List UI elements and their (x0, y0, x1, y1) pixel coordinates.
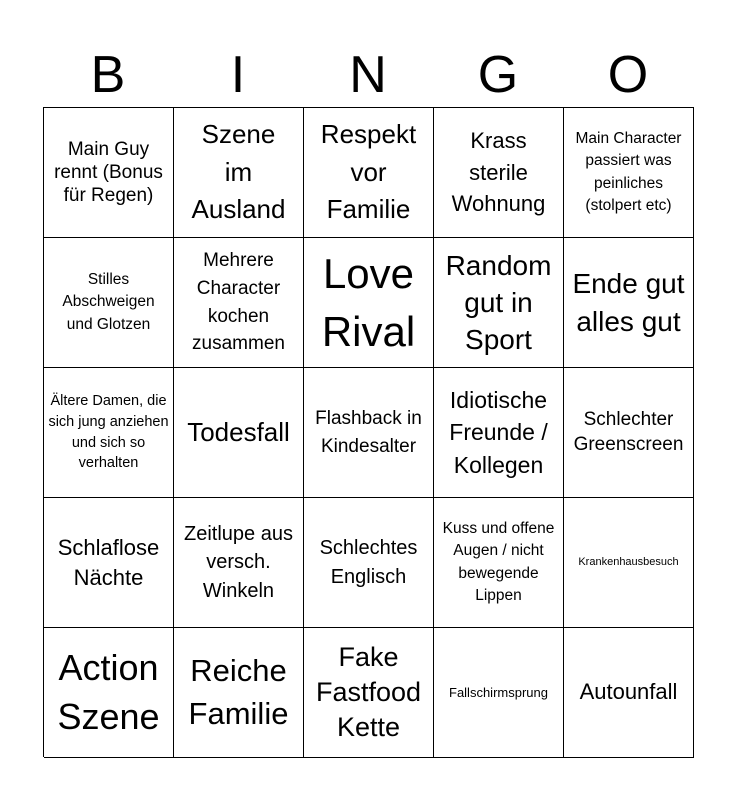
bingo-cell[interactable] (434, 498, 564, 628)
cell-text: Ältere Damen, die sich jung anziehen und sich so verhalten (48, 393, 169, 472)
cell-text: Zeitlupe aus versch. Winkeln (184, 522, 293, 602)
cell-text: Schlechtes Englisch (319, 537, 418, 588)
bingo-cell[interactable] (44, 108, 174, 238)
bingo-cell[interactable] (564, 368, 694, 498)
bingo-cell[interactable] (174, 368, 304, 498)
cell-text: Kuss und offene Augen / nicht bewegende Lippen (442, 519, 555, 604)
cell-text: Krankenhausbesuch (578, 555, 679, 568)
bingo-cell[interactable] (434, 108, 564, 238)
cell-text: Stilles Abschweigen und Glotzen (62, 270, 155, 333)
cell-text: Szene im Ausland (191, 118, 286, 225)
bingo-cell[interactable] (304, 108, 434, 238)
header-letter-b: B (90, 46, 126, 104)
cell-text: Idiotische Freunde / Kollegen (449, 387, 548, 478)
bingo-cell[interactable] (174, 498, 304, 628)
bingo-cell[interactable] (304, 628, 434, 758)
bingo-cell[interactable] (434, 368, 564, 498)
bingo-cell[interactable] (434, 628, 564, 758)
cell-text: Schlechter Greenscreen (573, 408, 684, 455)
bingo-cell[interactable] (434, 238, 564, 368)
bingo-cell[interactable] (174, 108, 304, 238)
cell-text: Flashback in Kindesalter (315, 407, 422, 457)
cell-text: Autounfall (579, 679, 678, 705)
cell-text: Random gut in Sport (445, 249, 552, 356)
cell-text: Action Szene (57, 646, 160, 737)
bingo-cell[interactable] (174, 628, 304, 758)
bingo-cell[interactable] (564, 108, 694, 238)
cell-text: Schlaflose Nächte (57, 534, 160, 590)
header-letter-o: O (607, 46, 649, 104)
bingo-cell[interactable] (564, 498, 694, 628)
cell-text: Reiche Familie (188, 653, 289, 731)
bingo-cell[interactable] (174, 238, 304, 368)
cell-text: Ende gut alles gut (572, 268, 685, 337)
bingo-cell[interactable] (304, 368, 434, 498)
bingo-cell[interactable] (44, 238, 174, 368)
bingo-grid (43, 107, 694, 757)
bingo-cell[interactable] (304, 238, 434, 368)
cell-text: Love Rival (321, 249, 416, 355)
cell-text: Main Character passiert was peinliches (stolpert etc) (575, 129, 682, 214)
bingo-cell[interactable] (304, 498, 434, 628)
bingo-cell[interactable] (44, 368, 174, 498)
cell-text: Respekt vor Familie (320, 118, 417, 225)
cell-text: Krass sterile Wohnung (451, 127, 546, 217)
cell-text: Main Guy rennt (Bonus für Regen) (54, 138, 163, 207)
cell-text: Fake Fastfood Kette (315, 641, 422, 743)
bingo-cell[interactable] (44, 498, 174, 628)
cell-text: Mehrere Character kochen zusammen (192, 250, 285, 355)
bingo-cell[interactable] (44, 628, 174, 758)
header-letter-i: I (230, 46, 246, 104)
bingo-cell[interactable] (564, 238, 694, 368)
bingo-cell[interactable] (564, 628, 694, 758)
header-letter-g: G (477, 46, 519, 104)
bingo-header (43, 44, 693, 106)
cell-text: Todesfall (187, 416, 290, 447)
header-letter-n: N (349, 46, 387, 104)
cell-text: Fallschirmsprung (449, 684, 548, 700)
